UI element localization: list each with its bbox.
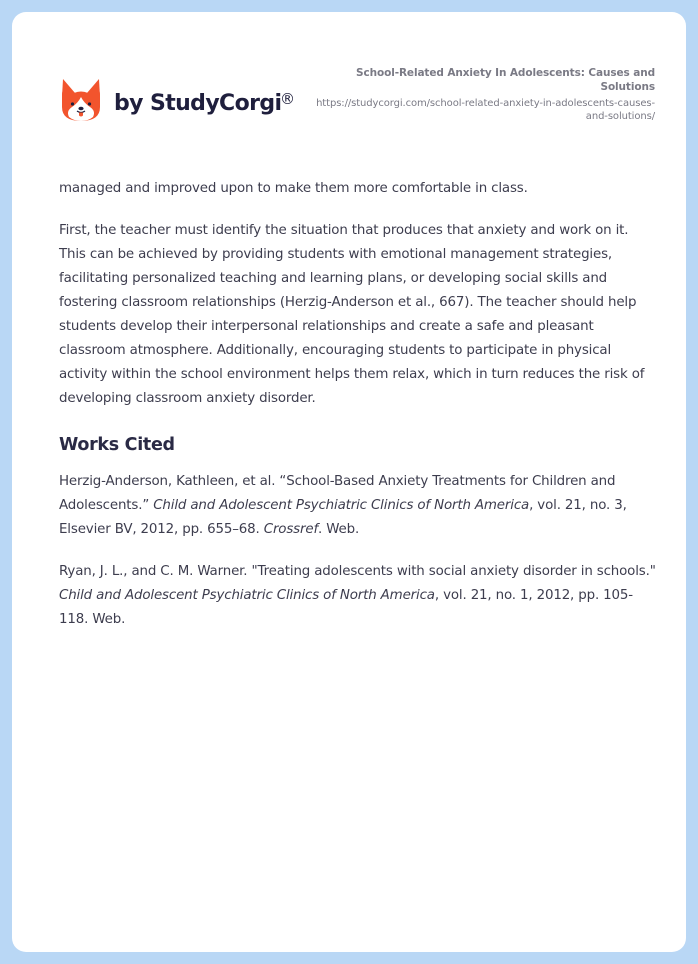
- citation-entry: [59, 470, 659, 542]
- works-cited-heading: Works Cited: [59, 435, 175, 455]
- citation-journal: Child and Adolescent Psychiatric Clinics of North America: [59, 588, 435, 603]
- document-title: School-Related Anxiety In Adolescents: Causes and Solutions: [356, 67, 655, 93]
- studycorgi-logo[interactable]: [60, 76, 281, 124]
- citation-text: Herzig-Anderson, Kathleen, et al. “School-Based Anxiety Treatments for Children and Adolescents.”: [59, 474, 616, 513]
- registered-mark: ®: [280, 90, 295, 108]
- corgi-icon: [60, 77, 102, 123]
- citation-database: Crossref: [263, 522, 319, 537]
- citation-journal: Child and Adolescent Psychiatric Clinics of North America: [153, 498, 530, 513]
- citation-text: Ryan, J. L., and C. M. Warner. "Treating adolescents with social anxiety disorder in schools.": [59, 564, 656, 579]
- citation-text: , vol. 21, no. 1, 2012, pp. 105-118. Web.: [59, 588, 633, 627]
- document-page: [12, 12, 686, 952]
- citation-text: . Web.: [318, 522, 360, 537]
- document-body: [59, 177, 659, 650]
- page-header: [12, 12, 686, 152]
- citation-entry: [59, 560, 659, 632]
- citation-text: , vol. 21, no. 3, Elsevier BV, 2012, pp. 655–68.: [59, 498, 627, 537]
- body-paragraph: First, the teacher must identify the situation that produces that anxiety and work on it. This can be achieved by providing students with emotional management strategies, facilitating personalized teaching and learning plans, or developing social skills and fostering classroom relationships (Herzig-Anderson et al., 667). The teacher should help students develop their interpersonal relationships and create a safe and pleasant classroom atmosphere. Additionally, encouraging students to participate in physical activity within the school environment helps them relax, which in turn reduces the risk of developing classroom anxiety disorder.: [59, 223, 645, 406]
- document-meta: [305, 66, 655, 123]
- body-paragraph: managed and improved upon to make them more comfortable in class.: [59, 181, 528, 196]
- logo-text: by StudyCorgi: [114, 90, 282, 116]
- document-url[interactable]: https://studycorgi.com/school-related-anxiety-in-adolescents-causes-and-solutions/: [316, 98, 655, 122]
